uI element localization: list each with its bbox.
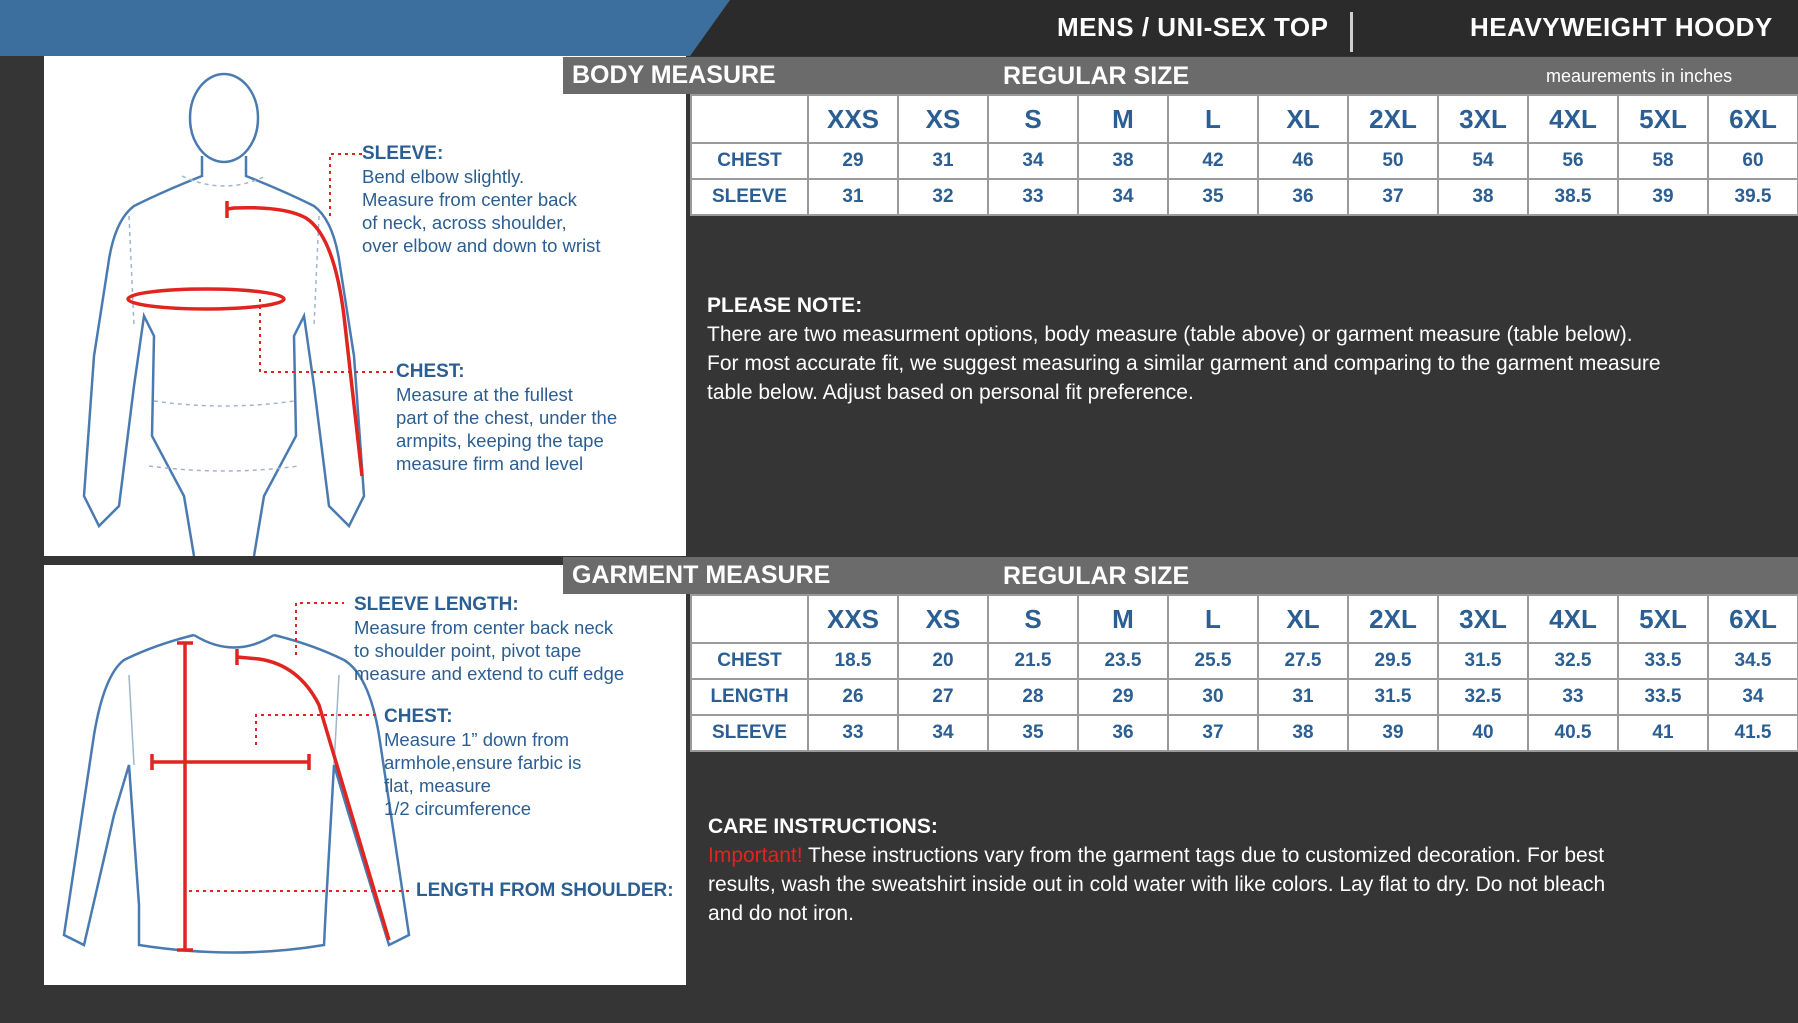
- table-cell: 36: [1078, 715, 1168, 751]
- garment-chest-line: 1/2 circumference: [384, 798, 532, 819]
- table-cell: 40: [1438, 715, 1528, 751]
- size-header-cell: 3XL: [1438, 95, 1528, 143]
- garment-measure-figure: [44, 565, 686, 985]
- garment-sleeve-line: Measure from center back neck: [354, 617, 614, 638]
- body-figure-illustration: [44, 56, 686, 556]
- table-cell: 32: [898, 179, 988, 215]
- table-row: [691, 679, 1798, 715]
- table-cell: 37: [1348, 179, 1438, 215]
- table-cell: 27: [898, 679, 988, 715]
- table-cell: 18.5: [808, 643, 898, 679]
- table-cell: 40.5: [1528, 715, 1618, 751]
- garment-chest-line: armhole,ensure farbic is: [384, 752, 582, 773]
- body-measure-title: BODY MEASURE: [572, 61, 776, 89]
- table-cell: 39: [1618, 179, 1708, 215]
- table-cell: 41.5: [1708, 715, 1798, 751]
- table-cell: 21.5: [988, 643, 1078, 679]
- size-header-cell: 6XL: [1708, 95, 1798, 143]
- size-header-cell: L: [1168, 595, 1258, 643]
- table-cell: 38: [1438, 179, 1528, 215]
- table-cell: 39.5: [1708, 179, 1798, 215]
- size-header-row: [691, 95, 1798, 143]
- body-chest-title: CHEST:: [396, 361, 465, 382]
- table-cell: 34.5: [1708, 643, 1798, 679]
- row-label: SLEEVE: [691, 179, 808, 215]
- table-row: [691, 179, 1798, 215]
- table-cell: 34: [1078, 179, 1168, 215]
- please-note-line: For most accurate fit, we suggest measuring a similar garment and comparing to the garment measure: [707, 352, 1661, 375]
- table-row: [691, 143, 1798, 179]
- please-note-line: There are two measurment options, body measure (table above) or garment measure (table below).: [707, 323, 1633, 346]
- table-cell: 35: [1168, 179, 1258, 215]
- body-sleeve-title: SLEEVE:: [362, 143, 444, 164]
- table-cell: 38.5: [1528, 179, 1618, 215]
- table-cell: 29: [1078, 679, 1168, 715]
- size-header-cell: L: [1168, 95, 1258, 143]
- care-instructions-block: [708, 812, 1788, 928]
- corner-cell: [691, 95, 808, 143]
- table-cell: 34: [988, 143, 1078, 179]
- table-cell: 34: [1708, 679, 1798, 715]
- garment-measure-bar: [563, 557, 1798, 594]
- body-sleeve-line: Measure from center back: [362, 189, 577, 210]
- size-header-cell: XS: [898, 595, 988, 643]
- row-label: SLEEVE: [691, 715, 808, 751]
- size-header-cell: XS: [898, 95, 988, 143]
- size-header-cell: 2XL: [1348, 95, 1438, 143]
- table-cell: 41: [1618, 715, 1708, 751]
- table-cell: 31: [1258, 679, 1348, 715]
- garment-measure-title: GARMENT MEASURE: [572, 561, 831, 589]
- table-cell: 25.5: [1168, 643, 1258, 679]
- table-cell: 34: [898, 715, 988, 751]
- table-cell: 39: [1348, 715, 1438, 751]
- size-header-cell: 4XL: [1528, 95, 1618, 143]
- table-cell: 29: [808, 143, 898, 179]
- table-cell: 42: [1168, 143, 1258, 179]
- table-cell: 60: [1708, 143, 1798, 179]
- table-cell: 46: [1258, 143, 1348, 179]
- garment-chest-line: flat, measure: [384, 775, 491, 796]
- row-label: LENGTH: [691, 679, 808, 715]
- garment-sleeve-line: to shoulder point, pivot tape: [354, 640, 582, 661]
- table-cell: 27.5: [1258, 643, 1348, 679]
- body-chest-line: armpits, keeping the tape: [396, 430, 604, 451]
- table-cell: 35: [988, 715, 1078, 751]
- size-header-cell: 2XL: [1348, 595, 1438, 643]
- table-cell: 26: [808, 679, 898, 715]
- product-name-heading: HEAVYWEIGHT HOODY: [1470, 12, 1773, 42]
- care-line: These instructions vary from the garment tags due to customized decoration. For best: [802, 844, 1605, 867]
- table-row: [691, 643, 1798, 679]
- table-cell: 31.5: [1348, 679, 1438, 715]
- table-cell: 33: [1528, 679, 1618, 715]
- garment-sleeve-title: SLEEVE LENGTH:: [354, 594, 519, 615]
- body-sleeve-line: of neck, across shoulder,: [362, 212, 567, 233]
- size-header-row: [691, 595, 1798, 643]
- table-cell: 32.5: [1528, 643, 1618, 679]
- body-chest-line: measure firm and level: [396, 453, 584, 474]
- table-cell: 54: [1438, 143, 1528, 179]
- garment-chest-title: CHEST:: [384, 706, 453, 727]
- table-cell: 32.5: [1438, 679, 1528, 715]
- table-cell: 36: [1258, 179, 1348, 215]
- table-cell: 58: [1618, 143, 1708, 179]
- body-sleeve-line: Bend elbow slightly.: [362, 166, 525, 187]
- size-header-cell: 6XL: [1708, 595, 1798, 643]
- care-title: CARE INSTRUCTIONS:: [708, 815, 938, 838]
- table-cell: 38: [1078, 143, 1168, 179]
- care-line: results, wash the sweatshirt inside out in cold water with like colors. Lay flat to dry. Do not bleach: [708, 873, 1606, 896]
- table-cell: 31: [808, 179, 898, 215]
- care-line: and do not iron.: [708, 902, 854, 925]
- table-cell: 29.5: [1348, 643, 1438, 679]
- table-cell: 56: [1528, 143, 1618, 179]
- table-cell: 23.5: [1078, 643, 1168, 679]
- size-header-cell: 5XL: [1618, 95, 1708, 143]
- garment-chest-line: Measure 1” down from: [384, 729, 570, 750]
- size-header-cell: M: [1078, 595, 1168, 643]
- brand-accent-tab: [0, 0, 730, 56]
- please-note-title: PLEASE NOTE:: [707, 294, 863, 317]
- body-chest-line: part of the chest, under the: [396, 407, 618, 428]
- table-cell: 33: [808, 715, 898, 751]
- table-cell: 33: [988, 179, 1078, 215]
- garment-length-title: LENGTH FROM SHOULDER:: [416, 880, 674, 901]
- table-cell: 20: [898, 643, 988, 679]
- table-cell: 33.5: [1618, 679, 1708, 715]
- garment-size-label: REGULAR SIZE: [1003, 562, 1190, 590]
- size-header-cell: 4XL: [1528, 595, 1618, 643]
- table-cell: 31.5: [1438, 643, 1528, 679]
- header-divider: [1350, 12, 1353, 52]
- table-cell: 30: [1168, 679, 1258, 715]
- table-cell: 38: [1258, 715, 1348, 751]
- size-header-cell: XXS: [808, 95, 898, 143]
- size-header-cell: 5XL: [1618, 595, 1708, 643]
- size-header-cell: XXS: [808, 595, 898, 643]
- body-measure-table: [690, 94, 1798, 216]
- table-cell: 28: [988, 679, 1078, 715]
- table-row: [691, 715, 1798, 751]
- unit-note: meaurements in inches: [1546, 66, 1733, 86]
- table-cell: 50: [1348, 143, 1438, 179]
- size-header-cell: M: [1078, 95, 1168, 143]
- table-cell: 31: [898, 143, 988, 179]
- please-note-block: [707, 291, 1787, 407]
- care-important-label: Important!: [708, 844, 803, 867]
- corner-cell: [691, 595, 808, 643]
- size-header-cell: XL: [1258, 595, 1348, 643]
- body-measure-figure: [44, 56, 686, 556]
- body-chest-line: Measure at the fullest: [396, 384, 573, 405]
- size-header-cell: S: [988, 595, 1078, 643]
- product-type-heading: MENS / UNI-SEX TOP: [1057, 12, 1329, 42]
- body-size-label: REGULAR SIZE: [1003, 62, 1190, 90]
- table-cell: 37: [1168, 715, 1258, 751]
- row-label: CHEST: [691, 143, 808, 179]
- table-cell: 33.5: [1618, 643, 1708, 679]
- size-header-cell: S: [988, 95, 1078, 143]
- row-label: CHEST: [691, 643, 808, 679]
- size-header-cell: XL: [1258, 95, 1348, 143]
- please-note-line: table below. Adjust based on personal fit preference.: [707, 381, 1194, 404]
- size-header-cell: 3XL: [1438, 595, 1528, 643]
- garment-measure-table: [690, 594, 1798, 752]
- garment-sleeve-line: measure and extend to cuff edge: [354, 663, 625, 684]
- body-sleeve-line: over elbow and down to wrist: [362, 235, 601, 256]
- body-measure-bar: [563, 57, 1798, 94]
